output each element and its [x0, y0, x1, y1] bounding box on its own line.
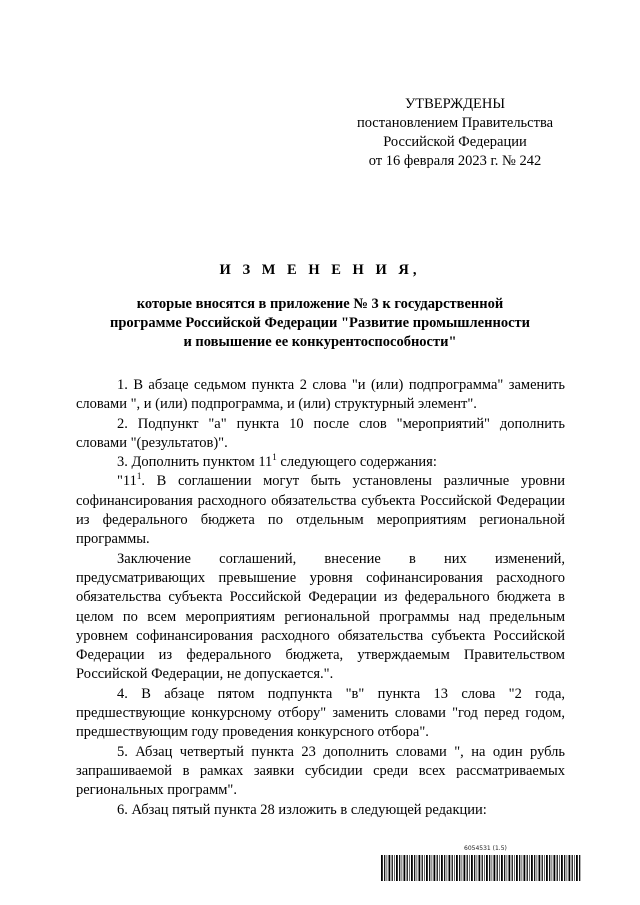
paragraph-item-3-tail: следующего содержания:	[276, 454, 437, 471]
subtitle-line-3: и повышение ее конкурентоспособности"	[183, 334, 457, 350]
barcode-icon	[381, 855, 581, 881]
approval-heading: УТВЕРЖДЕНЫ	[404, 96, 506, 112]
superscript: 1	[136, 471, 142, 482]
paragraph-item-1: 1. В абзаце седьмом пункта 2 слова "и (или) подпрограмма" заменить словами ", и (или) подпрограмма, и (или) структурный элемент".	[76, 377, 565, 413]
barcode-label: 6054531 (1.5)	[464, 845, 507, 852]
approval-block	[330, 95, 580, 171]
approval-line-3: от 16 февраля 2023 г. № 242	[368, 153, 542, 169]
clause-number: "11	[117, 473, 137, 490]
document-title: И З М Е Н Е Н И Я,	[219, 262, 421, 278]
paragraph-clause-11-1	[76, 472, 565, 549]
barcode-block	[381, 845, 581, 895]
paragraph-item-5: 5. Абзац четвертый пункта 23 дополнить словами ", на один рубль запрашиваемой в рамках заявки субсидии среди всех рассматриваемых региональных программ".	[76, 743, 565, 799]
document-subtitle	[60, 295, 580, 352]
superscript: 1	[272, 452, 277, 463]
paragraph-item-3-text: 3. Дополнить пунктом 11	[117, 454, 273, 471]
subtitle-line-1: которые вносятся в приложение № 3 к государственной	[136, 296, 504, 312]
paragraph-item-4: 4. В абзаце пятом подпункта "в" пункта 13 слова "2 года, предшествующие конкурсному отбору" заменить словами "год перед годом, предшествующим году проведения конкурсного отбора".	[76, 685, 565, 741]
subtitle-line-2: программе Российской Федерации "Развитие промышленности	[110, 315, 530, 331]
approval-line-1: постановлением Правительства	[356, 115, 554, 131]
paragraph-item-2: 2. Подпункт "а" пункта 10 после слов "мероприятий" дополнить словами "(результатов)".	[76, 415, 565, 451]
paragraph-item-3	[76, 453, 565, 472]
document-title-block	[60, 262, 580, 352]
document-body	[76, 376, 565, 820]
paragraph-agreements: Заключение соглашений, внесение в них изменений, предусматривающих превышение уровня софинансирования расходного обязательства субъекта Российской Федерации из федерального бюджета в целом по всем мероприятиям региональной программы над предельным уровнем софинансирования расходного обязательства субъекта Российской Федерации из федерального бюджета, утверждаемым Правительством Российской Федерации, не допускается.".	[76, 550, 565, 683]
clause-text: . В соглашении могут быть установлены различные уровни софинансирования расходного обязательства субъекта Российской Федерации из федерального бюджета по отдельным мероприятиям региональной программы.	[76, 473, 565, 548]
paragraph-item-6: 6. Абзац пятый пункта 28 изложить в следующей редакции:	[117, 801, 487, 818]
approval-line-2: Российской Федерации	[383, 134, 527, 150]
